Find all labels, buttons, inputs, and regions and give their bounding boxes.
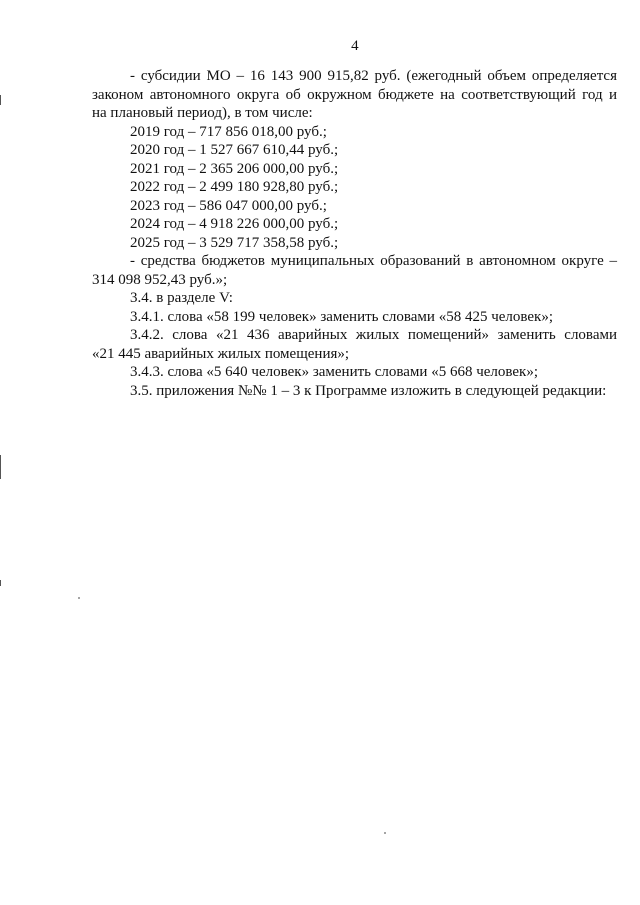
item-3-4-1: 3.4.1. слова «58 199 человек» заменить словами «58 425 человек»; [130,308,553,325]
item-3-4-2-line: 3.4.2. слова «21 436 аварийных жилых помещений» заменить словами [130,327,617,343]
scan-dot [384,832,386,834]
municipal-funds-line: - средства бюджетов муниципальных образований в автономном округе – [130,253,617,269]
year-amount-line: 2023 год – 586 047 000,00 руб.; [130,197,327,214]
scan-edge-mark [0,95,1,105]
document-body [92,67,617,400]
item-3-4-2-line: «21 445 аварийных жилых помещения»; [92,345,350,362]
year-amount-line: 2020 год – 1 527 667 610,44 руб.; [130,142,339,158]
subsidy-paragraph-line: на плановый период), в том числе: [92,105,313,121]
year-amount-line: 2024 год – 4 918 226 000,00 руб.; [130,216,339,232]
item-3-4-3: 3.4.3. слова «5 640 человек» заменить словами «5 668 человек»; [130,364,538,380]
scan-edge-mark [0,580,1,586]
year-amount-line: 2025 год – 3 529 717 358,58 руб.; [130,234,339,251]
subsidy-paragraph-line: - субсидии МО – 16 143 900 915,82 руб. (ежегодный объем определяется [130,68,617,84]
year-amount-line: 2022 год – 2 499 180 928,80 руб.; [130,179,339,195]
year-amount-line: 2019 год – 717 856 018,00 руб.; [130,123,327,140]
item-3-5: 3.5. приложения №№ 1 – 3 к Программе изложить в следующей редакции: [130,382,607,399]
municipal-funds-line: 314 098 952,43 руб.»; [92,271,228,288]
page-number: 4 [351,38,359,54]
scan-dot [78,597,80,599]
year-amount-line: 2021 год – 2 365 206 000,00 руб.; [130,160,339,177]
section-3-4-heading: 3.4. в разделе V: [130,290,233,306]
subsidy-paragraph-line: законом автономного округа об окружном бюджете на соответствующий год и [92,86,617,103]
scan-edge-mark [0,455,1,479]
